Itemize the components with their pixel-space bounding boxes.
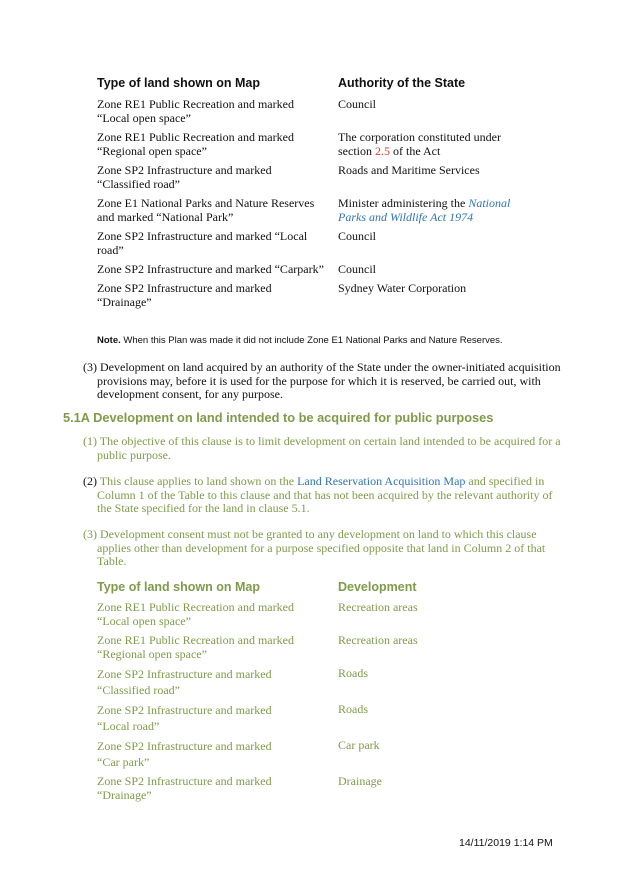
authority-cell: Council	[338, 229, 376, 243]
note	[97, 335, 503, 346]
clause-line: applies other than development for a purpose specified opposite that land in Column 2 of that	[97, 540, 546, 555]
development-cell: Recreation areas	[338, 633, 418, 647]
land-type-line: Zone RE1 Public Recreation and marked	[97, 633, 294, 647]
development-cell: Recreation areas	[338, 600, 418, 614]
act-link[interactable]: National	[468, 196, 511, 210]
authority-cell	[338, 130, 501, 158]
authority-line	[338, 144, 501, 158]
development-cell: Roads	[338, 666, 368, 680]
authority-text: Minister administering the	[338, 196, 469, 210]
land-type-line: Zone RE1 Public Recreation and marked	[97, 97, 294, 111]
land-type-line: “Regional open space”	[97, 647, 207, 661]
authority-cell: Sydney Water Corporation	[338, 281, 467, 295]
clause-text: This clause applies to land shown on the	[97, 474, 298, 488]
land-type-line: “Drainage”	[97, 295, 152, 309]
paragraph-line: provisions may, before it is used for the purpose for which it is reserved, be carried out, with	[97, 373, 541, 388]
land-type-line: road”	[97, 243, 124, 257]
footer-timestamp: 14/11/2019 1:14 PM	[459, 837, 553, 849]
land-type-line: “Regional open space”	[97, 144, 207, 158]
land-type-line: Zone SP2 Infrastructure and marked	[97, 739, 272, 753]
clause-line: Table.	[97, 554, 127, 568]
table-1-header-authority: Authority of the State	[338, 76, 466, 90]
table-row	[97, 738, 327, 770]
clause-line: (3) Development consent must not be granted to any development on land to which this clause	[83, 527, 537, 541]
table-1-header-land: Type of land shown on Map	[97, 76, 260, 90]
land-type-line: Zone SP2 Infrastructure and marked	[97, 774, 272, 788]
authority-line: The corporation constituted under	[338, 130, 501, 144]
paragraph-line: Development on land acquired by an authority of the State under the owner-initiated acquisition	[100, 360, 561, 374]
land-type-line: “Drainage”	[97, 788, 152, 802]
clause-1	[83, 435, 563, 462]
land-type-line: “Local open space”	[97, 111, 191, 125]
land-type-line: Zone SP2 Infrastructure and marked	[97, 703, 272, 717]
land-type-line: “Car park”	[97, 755, 150, 769]
section-reference-link[interactable]: 2.5	[375, 144, 390, 158]
paragraph-3	[83, 361, 563, 402]
clause-line: Column 1 of the Table to this clause and that has not been acquired by the relevant authority of	[97, 487, 553, 502]
land-type-line: “Classified road”	[97, 177, 180, 191]
clause-number: (2)	[83, 474, 97, 488]
clause-3	[83, 528, 563, 569]
land-type-line: Zone RE1 Public Recreation and marked	[97, 600, 294, 614]
authority-line	[338, 196, 510, 210]
table-row	[97, 281, 332, 309]
act-link[interactable]: Parks and Wildlife Act 1974	[338, 210, 474, 224]
land-type-line: Zone SP2 Infrastructure and marked “Carpark”	[97, 262, 324, 276]
land-type-line: Zone SP2 Infrastructure and marked	[97, 163, 272, 177]
land-type-line: Zone SP2 Infrastructure and marked	[97, 281, 272, 295]
land-type-line: Zone SP2 Infrastructure and marked	[97, 667, 272, 681]
authority-text: of the Act	[390, 144, 441, 158]
table-row	[97, 97, 327, 125]
authority-cell: Council	[338, 97, 376, 111]
table-row	[97, 130, 327, 158]
paragraph-line: development consent, for any purpose.	[97, 387, 283, 401]
table-row	[97, 163, 327, 191]
table-row	[97, 600, 327, 628]
clause-line: the State specified for the land in clause 5.1.	[97, 501, 310, 515]
note-text: When this Plan was made it did not include Zone E1 National Parks and Nature Reserves.	[120, 335, 503, 346]
note-label: Note.	[97, 335, 121, 346]
authority-text: section	[338, 144, 375, 158]
land-type-line: “Local open space”	[97, 614, 191, 628]
authority-cell: Roads and Maritime Services	[338, 163, 480, 177]
table-row	[97, 702, 327, 734]
section-heading: 5.1A Development on land intended to be acquired for public purposes	[63, 410, 494, 425]
authority-cell: Council	[338, 262, 376, 276]
development-cell: Drainage	[338, 774, 382, 788]
clause-line: public purpose.	[97, 447, 171, 462]
authority-cell	[338, 196, 510, 224]
table-row	[97, 666, 327, 698]
land-type-line: “Local road”	[97, 719, 160, 733]
map-link[interactable]: Land Reservation Acquisition Map	[297, 474, 466, 488]
table-2-header-development: Development	[338, 580, 417, 594]
table-row	[97, 633, 327, 661]
land-type-line: and marked “National Park”	[97, 210, 234, 224]
land-type-line: Zone RE1 Public Recreation and marked	[97, 130, 294, 144]
paragraph-number: (3)	[83, 360, 97, 374]
table-row	[97, 774, 327, 802]
table-row	[97, 229, 332, 257]
development-cell: Car park	[338, 738, 380, 752]
clause-text: and specified in	[465, 474, 545, 488]
table-row	[97, 262, 332, 276]
table-row	[97, 196, 332, 224]
clause-2	[83, 475, 563, 516]
development-cell: Roads	[338, 702, 368, 716]
land-type-line: Zone E1 National Parks and Nature Reserves	[97, 196, 315, 210]
clause-line: (1) The objective of this clause is to limit development on certain land intended to be acquired for a	[83, 434, 561, 448]
land-type-line: “Classified road”	[97, 683, 180, 697]
table-2-header-land: Type of land shown on Map	[97, 580, 260, 594]
land-type-line: Zone SP2 Infrastructure and marked “Local	[97, 229, 308, 243]
